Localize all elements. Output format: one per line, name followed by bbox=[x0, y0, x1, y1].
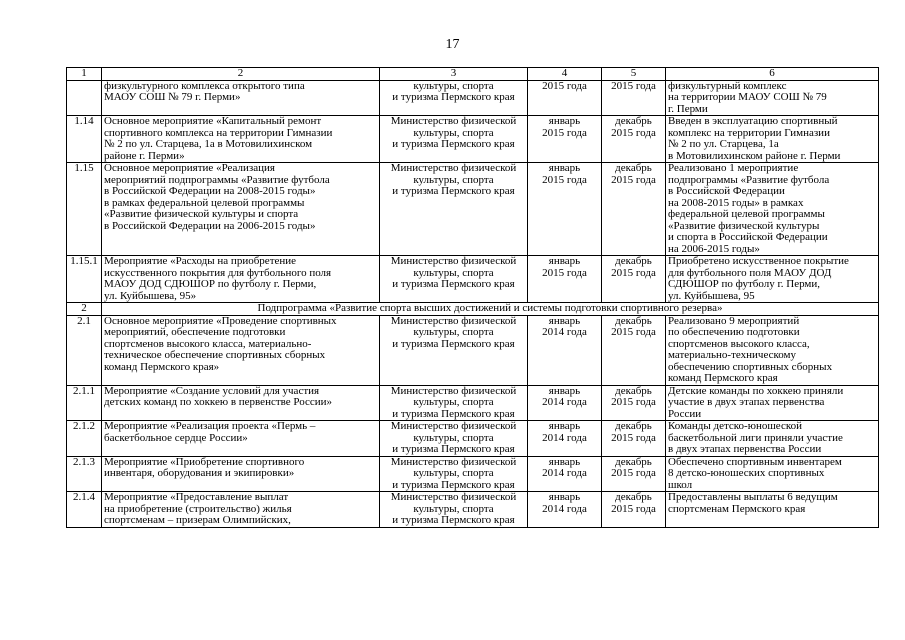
result-cell bbox=[666, 385, 879, 421]
end-date-line: декабрь bbox=[615, 455, 652, 468]
result-line: Реализовано 9 мероприятий bbox=[668, 314, 800, 327]
executor-line: и туризма Пермского края bbox=[392, 185, 515, 197]
start-date-cell bbox=[528, 385, 602, 421]
executor-line: Министерство физической bbox=[390, 115, 517, 127]
end-date-line: декабрь bbox=[615, 115, 652, 127]
result-line: № 2 по ул. Старцева, 1а bbox=[668, 138, 779, 150]
event-name-line: МАОУ СОШ № 79 г. Перми» bbox=[104, 91, 241, 103]
column-header: 4 bbox=[528, 68, 602, 81]
event-name-line: Мероприятие «Создание условий для участия bbox=[104, 384, 320, 397]
executor-line: Министерство физической bbox=[390, 255, 517, 267]
row-number: 1.15.1 bbox=[67, 256, 102, 303]
column-header: 1 bbox=[67, 68, 102, 81]
table-row bbox=[67, 315, 879, 385]
executor-line: и туризма Пермского края bbox=[392, 91, 515, 103]
event-name-line: Основное мероприятие «Реализация bbox=[104, 162, 275, 174]
event-name-line: Основное мероприятие «Капитальный ремонт bbox=[104, 115, 322, 127]
executor-cell bbox=[380, 315, 528, 385]
executor-cell bbox=[380, 163, 528, 256]
start-date-line: январь bbox=[548, 255, 581, 267]
event-name-cell bbox=[102, 456, 380, 492]
event-name-line: № 2 по ул. Старцева, 1а в Мотовилихинском bbox=[104, 138, 313, 150]
result-line: на 2008-2015 годы» в рамках bbox=[668, 196, 804, 209]
end-date-line: 2015 года bbox=[611, 173, 656, 186]
end-date-cell bbox=[602, 315, 666, 385]
result-cell bbox=[666, 256, 879, 303]
result-line: на территории МАОУ СОШ № 79 bbox=[668, 91, 827, 103]
end-date-line: декабрь bbox=[615, 491, 652, 503]
event-name-line: «Развитие физической культуры и спорта bbox=[104, 208, 299, 220]
end-date-line: 2015 года bbox=[611, 396, 656, 408]
executor-cell bbox=[380, 421, 528, 457]
result-line: спортсменам Пермского края bbox=[668, 502, 806, 515]
end-date-line: 2015 года bbox=[611, 502, 656, 515]
table-row bbox=[67, 492, 879, 528]
executor-cell bbox=[380, 256, 528, 303]
result-line: физкультурный комплекс bbox=[668, 79, 787, 92]
row-number: 1.14 bbox=[67, 116, 102, 163]
end-date-line: 2015 года bbox=[611, 431, 656, 444]
table-header-row bbox=[67, 68, 879, 81]
event-name-cell bbox=[102, 163, 380, 256]
start-date-cell bbox=[528, 456, 602, 492]
table-row bbox=[67, 385, 879, 421]
table-row bbox=[67, 80, 879, 116]
result-line: ул. Куйбышева, 95 bbox=[668, 289, 755, 302]
end-date-line: декабрь bbox=[615, 255, 652, 267]
start-date-cell bbox=[528, 116, 602, 163]
table-row bbox=[67, 421, 879, 457]
start-date-cell bbox=[528, 421, 602, 457]
event-name-cell bbox=[102, 256, 380, 303]
subprogram-row bbox=[67, 303, 879, 316]
table-row bbox=[67, 456, 879, 492]
start-date-line: 2015 года bbox=[542, 173, 587, 186]
table-row bbox=[67, 116, 879, 163]
end-date-cell bbox=[602, 80, 666, 116]
result-line: Введен в эксплуатацию спортивный bbox=[668, 115, 838, 127]
result-line: в Российской Федерации bbox=[668, 185, 785, 197]
result-line: по обеспечению подготовки bbox=[668, 326, 800, 338]
start-date-line: январь bbox=[548, 162, 581, 174]
start-date-line: январь bbox=[548, 314, 581, 327]
event-name-cell bbox=[102, 116, 380, 163]
event-name-line: районе г. Перми» bbox=[104, 149, 185, 162]
event-name-cell bbox=[102, 80, 380, 116]
executor-line: культуры, спорта bbox=[413, 79, 494, 92]
executor-line: Министерство физической bbox=[390, 162, 517, 174]
start-date-line: январь bbox=[548, 420, 581, 432]
start-date-line: 2014 года bbox=[542, 396, 587, 408]
start-date-cell bbox=[528, 256, 602, 303]
executor-cell bbox=[380, 116, 528, 163]
result-line: команд Пермского края bbox=[668, 372, 778, 384]
result-line: и спорта в Российской Федерации bbox=[668, 231, 828, 243]
result-line: России bbox=[668, 407, 702, 420]
result-line: для футбольного поля МАОУ ДОД bbox=[668, 266, 832, 279]
events-table bbox=[66, 67, 879, 528]
end-date-line: декабрь bbox=[615, 420, 652, 432]
event-name-line: спортсменов высокого класса, материально- bbox=[104, 337, 312, 350]
start-date-line: январь bbox=[548, 455, 581, 468]
table-row bbox=[67, 256, 879, 303]
page-number: 17 bbox=[445, 37, 460, 52]
executor-line: культуры, спорта bbox=[413, 396, 494, 408]
end-date-line: 2015 года bbox=[611, 79, 656, 92]
subprogram-title: Подпрограмма «Развитие спорта высших достижений и системы подготовки спортивного резерва» bbox=[102, 303, 879, 316]
end-date-cell bbox=[602, 421, 666, 457]
executor-line: Министерство физической bbox=[390, 384, 517, 397]
start-date-line: январь bbox=[548, 115, 581, 127]
event-name-line: спортсменам – призерам Олимпийских, bbox=[104, 514, 291, 526]
result-cell bbox=[666, 492, 879, 528]
row-number: 1.15 bbox=[67, 163, 102, 256]
result-line: комплекс на территории Гимназии bbox=[668, 126, 830, 139]
event-name-line: Мероприятие «Реализация проекта «Пермь – bbox=[104, 420, 316, 432]
event-name-line: спортивного комплекса на территории Гимназии bbox=[104, 126, 333, 139]
result-line: СДЮШОР по футболу г. Перми, bbox=[668, 278, 821, 290]
executor-line: Министерство физической bbox=[390, 314, 517, 327]
event-name-cell bbox=[102, 421, 380, 457]
executor-line: и туризма Пермского края bbox=[392, 278, 515, 290]
executor-line: и туризма Пермского края bbox=[392, 138, 515, 150]
executor-line: и туризма Пермского края bbox=[392, 514, 515, 526]
result-cell bbox=[666, 421, 879, 457]
result-line: Детские команды по хоккею приняли bbox=[668, 384, 844, 397]
event-name-line: искусственного покрытия для футбольного поля bbox=[104, 266, 332, 279]
start-date-line: 2014 года bbox=[542, 467, 587, 479]
end-date-line: 2015 года bbox=[611, 266, 656, 279]
result-line: Предоставлены выплаты 6 ведущим bbox=[668, 491, 838, 503]
end-date-cell bbox=[602, 163, 666, 256]
result-cell bbox=[666, 80, 879, 116]
executor-cell bbox=[380, 80, 528, 116]
result-line: Приобретено искусственное покрытие bbox=[668, 255, 849, 267]
event-name-line: в рамках федеральной целевой программы bbox=[104, 196, 305, 209]
executor-line: культуры, спорта bbox=[413, 326, 494, 338]
start-date-line: январь bbox=[548, 384, 581, 397]
end-date-line: 2015 года bbox=[611, 126, 656, 139]
executor-line: культуры, спорта bbox=[413, 266, 494, 279]
executor-line: культуры, спорта bbox=[413, 502, 494, 515]
event-name-line: Мероприятие «Предоставление выплат bbox=[104, 491, 289, 503]
executor-line: и туризма Пермского края bbox=[392, 443, 515, 455]
executor-line: культуры, спорта bbox=[413, 467, 494, 479]
result-line: г. Перми bbox=[668, 102, 708, 115]
executor-line: Министерство физической bbox=[390, 455, 517, 468]
executor-line: культуры, спорта bbox=[413, 431, 494, 444]
row-number: 2 bbox=[67, 303, 102, 316]
event-name-line: в Российской Федерации на 2006-2015 годы» bbox=[104, 219, 316, 232]
table-row bbox=[67, 163, 879, 256]
event-name-line: Основное мероприятие «Проведение спортивных bbox=[104, 314, 337, 327]
event-name-line: в Российской Федерации на 2008-2015 годы» bbox=[104, 185, 316, 197]
end-date-cell bbox=[602, 456, 666, 492]
result-line: федеральной целевой программы bbox=[668, 208, 825, 220]
start-date-cell bbox=[528, 80, 602, 116]
result-line: на 2006-2015 годы» bbox=[668, 242, 760, 255]
event-name-line: мероприятий подпрограммы «Развитие футбола bbox=[104, 173, 330, 186]
result-line: в двух этапах первенства России bbox=[668, 443, 822, 455]
event-name-line: техническое обеспечение спортивных сборных bbox=[104, 349, 326, 361]
executor-line: и туризма Пермского края bbox=[392, 337, 515, 350]
end-date-cell bbox=[602, 116, 666, 163]
start-date-line: 2015 года bbox=[542, 266, 587, 279]
result-line: Команды детско-юношеской bbox=[668, 420, 803, 432]
start-date-cell bbox=[528, 315, 602, 385]
executor-line: Министерство физической bbox=[390, 491, 517, 503]
result-line: материально-техническому bbox=[668, 349, 797, 361]
event-name-cell bbox=[102, 385, 380, 421]
executor-line: культуры, спорта bbox=[413, 173, 494, 186]
result-line: «Развитие физической культуры bbox=[668, 219, 820, 232]
row-number: 2.1.4 bbox=[67, 492, 102, 528]
end-date-cell bbox=[602, 385, 666, 421]
start-date-line: 2014 года bbox=[542, 431, 587, 444]
executor-cell bbox=[380, 492, 528, 528]
result-line: Обеспечено спортивным инвентарем bbox=[668, 455, 842, 468]
event-name-line: ул. Куйбышева, 95» bbox=[104, 289, 197, 302]
result-cell bbox=[666, 456, 879, 492]
end-date-line: декабрь bbox=[615, 314, 652, 327]
table-body bbox=[67, 68, 879, 528]
event-name-line: баскетбольное сердце России» bbox=[104, 431, 248, 444]
result-cell bbox=[666, 116, 879, 163]
column-header: 5 bbox=[602, 68, 666, 81]
result-cell bbox=[666, 163, 879, 256]
result-cell bbox=[666, 315, 879, 385]
row-number: 2.1 bbox=[67, 315, 102, 385]
executor-line: и туризма Пермского края bbox=[392, 478, 515, 491]
event-name-line: инвентаря, оборудования и экипировки» bbox=[104, 467, 295, 479]
row-number: 2.1.3 bbox=[67, 456, 102, 492]
column-header: 6 bbox=[666, 68, 879, 81]
result-line: в Мотовилихинском районе г. Перми bbox=[668, 149, 841, 162]
result-line: участие в двух этапах первенства bbox=[668, 396, 825, 408]
event-name-line: мероприятий, обеспечение подготовки bbox=[104, 326, 286, 338]
event-name-line: Мероприятие «Приобретение спортивного bbox=[104, 455, 305, 468]
event-name-line: физкультурного комплекса открытого типа bbox=[104, 79, 305, 92]
row-number: 2.1.1 bbox=[67, 385, 102, 421]
executor-line: культуры, спорта bbox=[413, 126, 494, 139]
result-line: баскетбольной лиги приняли участие bbox=[668, 431, 843, 444]
event-name-line: на приобретение (строительство) жилья bbox=[104, 502, 292, 515]
end-date-line: 2015 года bbox=[611, 467, 656, 479]
executor-line: Министерство физической bbox=[390, 420, 517, 432]
row-number: 2.1.2 bbox=[67, 421, 102, 457]
start-date-line: январь bbox=[548, 491, 581, 503]
start-date-cell bbox=[528, 163, 602, 256]
event-name-line: детских команд по хоккею в первенстве России» bbox=[104, 396, 333, 408]
column-header: 2 bbox=[102, 68, 380, 81]
result-line: обеспечению спортивных сборных bbox=[668, 360, 833, 373]
start-date-cell bbox=[528, 492, 602, 528]
event-name-line: МАОУ ДОД СДЮШОР по футболу г. Перми, bbox=[104, 278, 317, 290]
executor-line: и туризма Пермского края bbox=[392, 407, 515, 420]
start-date-line: 2015 года bbox=[542, 126, 587, 139]
start-date-line: 2015 года bbox=[542, 79, 587, 92]
executor-cell bbox=[380, 385, 528, 421]
start-date-line: 2014 года bbox=[542, 326, 587, 338]
event-name-cell bbox=[102, 492, 380, 528]
end-date-cell bbox=[602, 492, 666, 528]
end-date-line: декабрь bbox=[615, 162, 652, 174]
start-date-line: 2014 года bbox=[542, 502, 587, 515]
executor-cell bbox=[380, 456, 528, 492]
event-name-line: команд Пермского края» bbox=[104, 360, 220, 373]
end-date-cell bbox=[602, 256, 666, 303]
event-name-cell bbox=[102, 315, 380, 385]
result-line: Реализовано 1 мероприятие bbox=[668, 162, 799, 174]
end-date-line: 2015 года bbox=[611, 326, 656, 338]
result-line: спортсменов высокого класса, bbox=[668, 337, 810, 350]
column-header: 3 bbox=[380, 68, 528, 81]
row-number bbox=[67, 80, 102, 116]
event-name-line: Мероприятие «Расходы на приобретение bbox=[104, 255, 297, 267]
end-date-line: декабрь bbox=[615, 384, 652, 397]
result-line: школ bbox=[668, 478, 693, 491]
result-line: подпрограммы «Развитие футбола bbox=[668, 173, 830, 186]
result-line: 8 детско-юношеских спортивных bbox=[668, 467, 825, 479]
